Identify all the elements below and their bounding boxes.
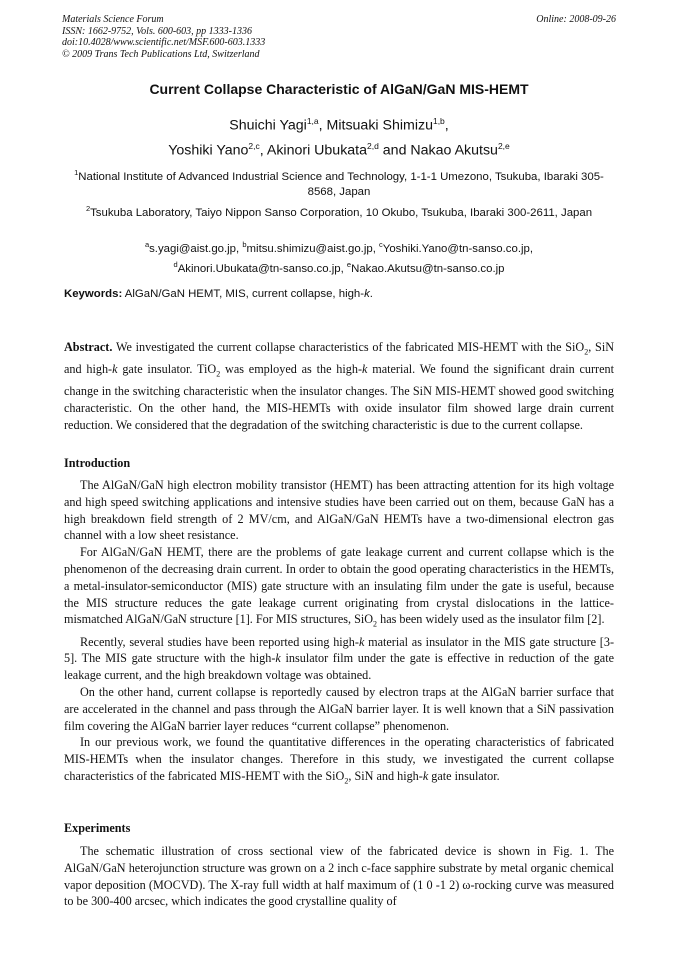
- author-line-2: [60, 141, 618, 159]
- author-name: Shuichi Yagi: [229, 117, 307, 134]
- keywords: [64, 288, 614, 300]
- abstract-text: material. We found the significant drain current change in the switching characteristic when the insulator changes. The SiN MIS-HEMT showed good switching characteristic. On the other hand, the MIS-HEMTs with oxide insulator film showed large drain current reduction. We considered that the degradation of the switching characteristic is due to the current collapse.: [64, 362, 615, 433]
- abstract-text: was employed as the high-: [220, 362, 363, 377]
- subscript: 2: [216, 369, 221, 379]
- intro-paragraph-2: [64, 544, 614, 633]
- affiliation-1: [66, 165, 612, 201]
- paragraph-text: For AlGaN/GaN HEMT, there are the problems of gate leakage current and current collapse which is the phenomenon of the decreasing drain current. In order to obtain the good operating characteristics in the HEMTs, a metal-insulator-semiconductor (MIS) gate structure with an insulating film under the gate is useful, because the MIS structure reduces the gate leakage current originating from crystal dislocations in the lattice-mismatched AlGaN/GaN structure [1]. For MIS structures, SiO: [64, 545, 614, 627]
- email-sup: d: [173, 259, 178, 269]
- affiliation-2: [66, 201, 612, 221]
- author-sup: 2,e: [497, 141, 510, 151]
- author-emails: [66, 237, 612, 277]
- abstract: [64, 339, 614, 434]
- italic-k: k: [112, 362, 118, 377]
- paragraph-text: has been widely used as the insulator film [2].: [377, 612, 605, 627]
- experiments-body: [64, 843, 614, 910]
- online-date: Online: 2008-09-26: [536, 14, 616, 25]
- keywords-label: Keywords:: [64, 288, 123, 300]
- author-name: Nakao Akutsu: [410, 142, 498, 159]
- author-line-1: [60, 116, 618, 134]
- paragraph-text: gate insulator.: [428, 768, 500, 783]
- italic-k: k: [358, 634, 365, 649]
- author-separator: ,: [259, 142, 267, 159]
- keywords-end: .: [369, 288, 373, 300]
- keywords-k: k: [364, 288, 370, 300]
- email-link[interactable]: Nakao.Akutsu@tn-sanso.co.jp: [351, 262, 505, 275]
- abstract-text: , SiN and high-: [64, 340, 615, 377]
- italic-k: k: [422, 768, 429, 783]
- author-separator: ,: [444, 117, 449, 134]
- author-sup: 2,c: [248, 141, 260, 151]
- author-name: Akinori Ubukata: [266, 142, 368, 159]
- subscript: 2: [584, 347, 589, 357]
- affiliation-text: Tsukuba Laboratory, Taiyo Nippon Sanso Corporation, 10 Okubo, Tsukuba, Ibaraki 300-2611, Japan: [90, 206, 593, 219]
- intro-paragraph-1: The AlGaN/GaN high electron mobility transistor (HEMT) has been attracting attention for its high voltage and high speed switching applications and intensive studies have been carried out on them, because GaN has a high breakdown field strength of 2 MV/cm, and AlGaN/GaN HEMTs have a two-dimensional electron gas channel with a low sheet resistance.: [64, 478, 614, 543]
- email-sup: a: [144, 240, 150, 249]
- paragraph-text: , SiN and high-: [348, 768, 423, 783]
- email-link[interactable]: mitsu.shimizu@aist.go.jp: [246, 242, 373, 255]
- intro-paragraph-4: On the other hand, current collapse is reportedly caused by electron traps at the AlGaN barrier surface that are accelerated in the channel and pass through the AlGaN barrier layer. It is well known that a SiN passivation film covering the AlGaN barrier layer reduces “current collapse” phenomenon.: [64, 685, 614, 733]
- paragraph-text: insulator film under the gate is effective in reduction of the gate leakage current, and the high breakdown voltage was obtained.: [64, 651, 614, 683]
- paper-title: Current Collapse Characteristic of AlGaN/GaN MIS-HEMT: [149, 81, 529, 97]
- journal-doi: doi:10.4028/www.scientific.net/MSF.600-603.1333: [62, 37, 266, 48]
- author-separator: and: [378, 142, 411, 159]
- italic-k: k: [362, 362, 368, 377]
- email-line-1: $^a$s.yagi@aist.go.jp, $^b$mitsu.shimizu@aist.go.jp, $^c$Yoshiki.Yano@tn-sanso.co.jp,: [144, 240, 534, 255]
- email-sup: c: [379, 240, 383, 249]
- subscript: 2: [373, 619, 378, 629]
- email-line-2: $^d$Akinori.Ubukata@tn-sanso.co.jp, $^e$Nakao.Akutsu@tn-sanso.co.jp: [173, 259, 505, 275]
- email-link[interactable]: Akinori.Ubukata@tn-sanso.co.jp: [177, 262, 341, 275]
- paragraph-text: Recently, several studies have been reported using high-: [80, 634, 359, 649]
- author-name: Yoshiki Yano: [168, 142, 249, 159]
- affiliation-sup: 1: [74, 168, 79, 177]
- italic-k: k: [275, 651, 281, 666]
- keywords-text: AlGaN/GaN HEMT, MIS, current collapse, high-: [124, 288, 365, 300]
- email-sup: b: [242, 240, 247, 249]
- intro-paragraph-3: [64, 634, 614, 684]
- abstract-text: We investigated the current collapse characteristics of the fabricated MIS-HEMT with the SiO: [115, 340, 585, 354]
- email-link[interactable]: Yoshiki.Yano@tn-sanso.co.jp: [382, 242, 530, 255]
- journal-name: Materials Science Forum: [62, 14, 164, 25]
- author-sup: 2,d: [367, 141, 379, 151]
- journal-copyright: © 2009 Trans Tech Publications Ltd, Switzerland: [62, 48, 260, 60]
- paragraph-text: In our previous work, we found the quantitative differences in the operating characteristics of fabricated MIS-HEMTs when the insulator changes. Therefore in this study, we investigated the current collapse characteristics of the fabricated MIS-HEMT with the SiO: [64, 735, 614, 783]
- affiliation-text: National Institute of Advanced Industrial Science and Technology, 1-1-1 Umezono, Tsukuba, Ibaraki 305-8568, Japan: [78, 170, 604, 199]
- paragraph-text: material as insulator in the MIS gate structure [3-5]. The MIS gate structure with the high-: [64, 634, 615, 666]
- introduction-body: [64, 477, 614, 790]
- journal-header: [62, 14, 616, 60]
- affiliation-sup: 2: [85, 204, 91, 213]
- email-sup: e: [346, 259, 352, 269]
- author-sup: 1,a: [306, 116, 319, 126]
- introduction-heading: Introduction: [64, 456, 131, 470]
- experiments-heading: Experiments: [64, 821, 131, 835]
- abstract-paragraph: [64, 339, 614, 434]
- journal-issn: ISSN: 1662-9752, Vols. 600-603, pp 1333-1336: [62, 25, 252, 37]
- author-name: Mitsuaki Shimizu: [326, 117, 433, 134]
- author-sup: 1,b: [432, 116, 445, 126]
- intro-paragraph-5: [64, 734, 614, 790]
- abstract-label: Abstract.: [64, 340, 113, 354]
- email-link[interactable]: s.yagi@aist.go.jp: [149, 242, 237, 255]
- abstract-text: gate insulator. TiO: [117, 362, 217, 377]
- author-separator: ,: [318, 117, 327, 134]
- subscript: 2: [344, 776, 349, 786]
- experiments-paragraph-1: The schematic illustration of cross sectional view of the fabricated device is shown in Fig. 1. The AlGaN/GaN heterojunction structure was grown on a 2 inch c-face sapphire substrate by metal organic chemical vapor deposition (MOCVD). The X-ray full width at half maximum of (1 0 -1 2) ω-rocking curve was measured to be 300-400 arcsec, which indicates the good crystalline quality of: [64, 844, 614, 909]
